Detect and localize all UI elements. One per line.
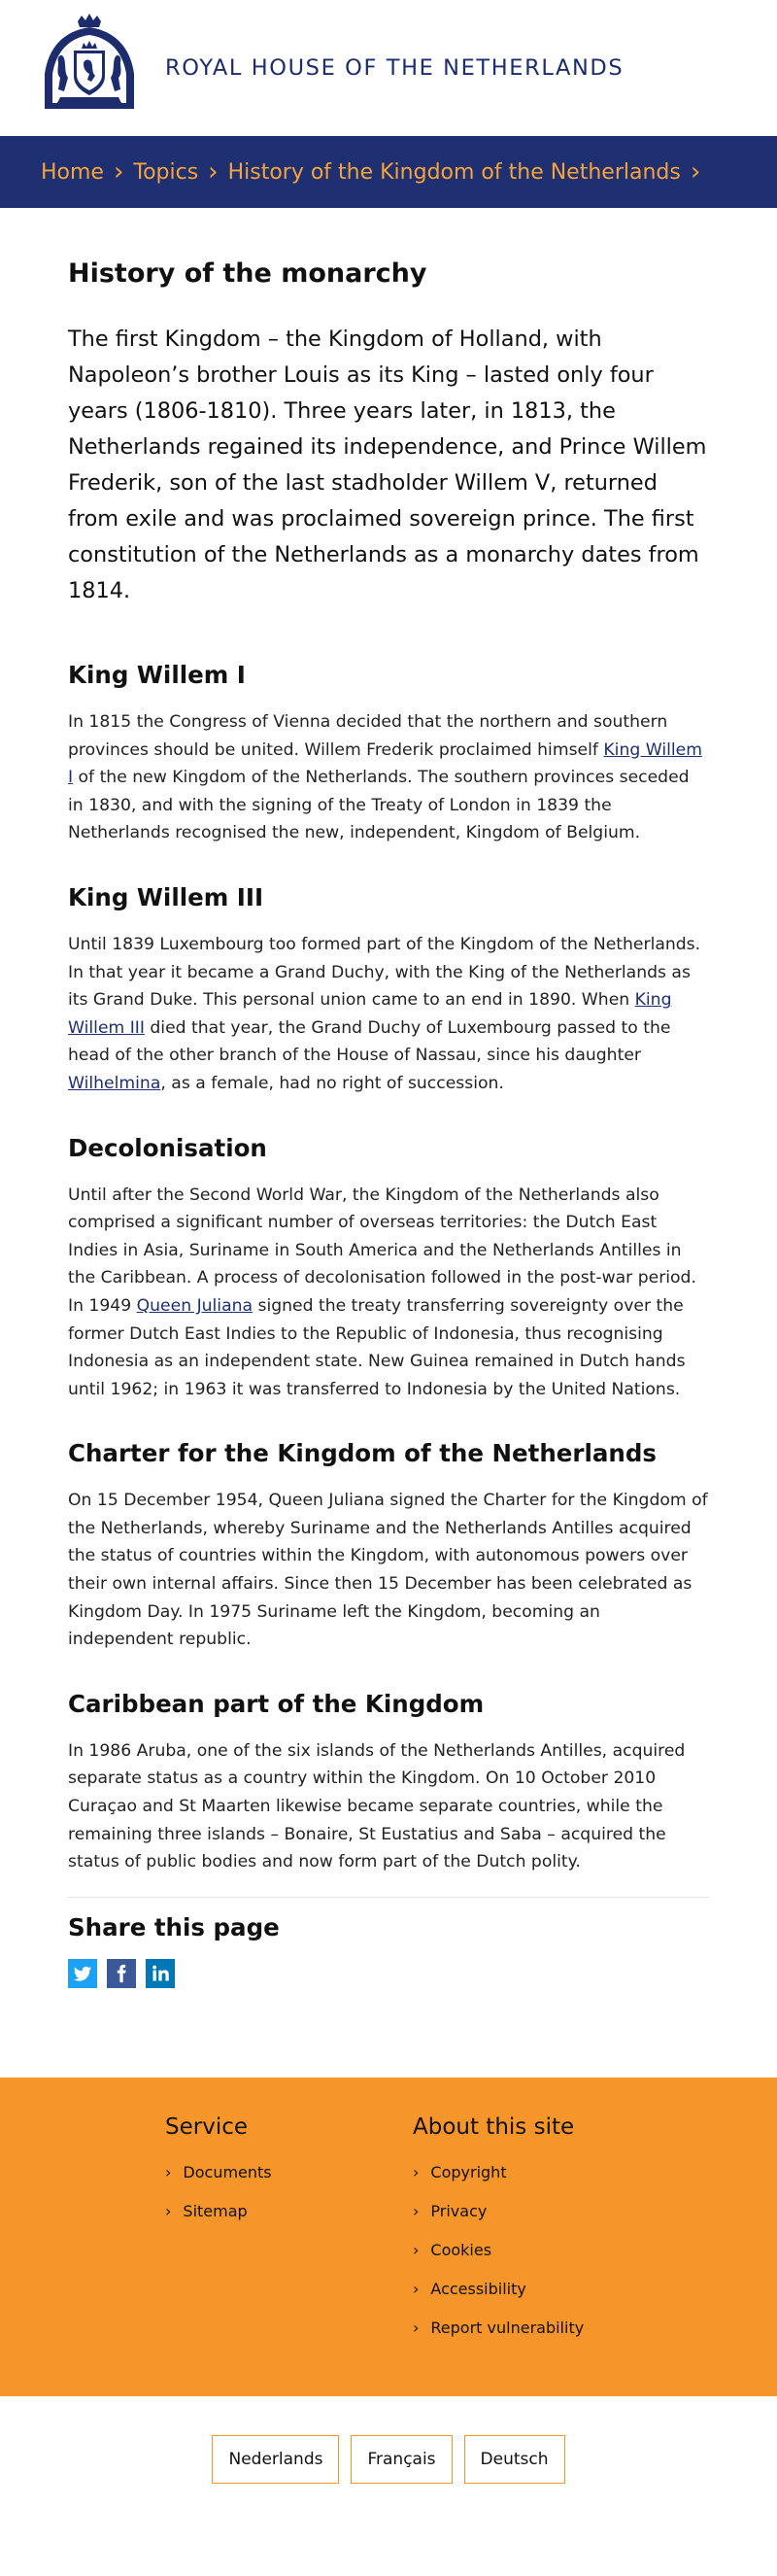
wilhelmina-link[interactable]: Wilhelmina [68, 1073, 161, 1093]
footer-link-cookies[interactable] [413, 2241, 660, 2280]
section-text: On 15 December 1954, Queen Juliana signed the Charter for the Kingdom of the Netherlands, whereby Suriname and the Netherlands Antilles acquired the status of countries within the Kingdom, with autonomous powers over their own internal affairs. Since then 15 December has been celebrated as Kingdom Day. In 1975 Suriname left the Kingdom, becoming an independent republic. [68, 1491, 708, 1650]
footer-link-label: Documents [183, 2162, 272, 2181]
breadcrumb-current-link[interactable]: History of the Kingdom of the Netherlands [227, 159, 681, 185]
section-text [68, 708, 709, 847]
share-icons [68, 1959, 709, 1988]
twitter-icon[interactable] [68, 1959, 97, 1988]
site-header [0, 0, 777, 136]
chevron-right-icon: › [113, 157, 124, 187]
text-fragment: died that year, the Grand Duchy of Luxembourg passed to the head of the other branch of the House of Nassau, since his daughter [68, 1017, 671, 1066]
section-text [68, 1182, 709, 1404]
page-title: History of the monarchy [68, 258, 427, 289]
chevron-right-icon: › [413, 2279, 420, 2298]
footer-about-title: About this site [413, 2113, 575, 2140]
language-button-nederlands[interactable]: Nederlands [212, 2435, 339, 2484]
text-fragment: Until after the Second World War, the Kingdom of the Netherlands also comprised a significant number of overseas territories: the Dutch East Indies in Asia, Suriname in South America and the Netherlands Antilles in the Caribbean. A process of decolonisation followed in the post-war period. In 1949 [68, 1185, 696, 1316]
section-king-willem-i [68, 661, 709, 847]
footer-link-label: Cookies [430, 2240, 492, 2259]
chevron-right-icon: › [208, 157, 219, 187]
chevron-right-icon: › [413, 2201, 420, 2220]
section-charter [68, 1439, 709, 1654]
chevron-right-icon: › [690, 157, 701, 187]
main-content [0, 208, 777, 1988]
chevron-right-icon: › [413, 2318, 420, 2337]
share-block [68, 1913, 709, 1988]
section-heading: King Willem III [68, 882, 264, 911]
footer-link-accessibility[interactable] [413, 2280, 660, 2318]
language-button-francais[interactable]: Français [351, 2435, 452, 2484]
king-willem-i-link[interactable]: King Willem I [68, 739, 702, 788]
footer-link-privacy[interactable] [413, 2202, 660, 2241]
section-decolonisation [68, 1134, 709, 1404]
chevron-right-icon: › [413, 2240, 420, 2259]
footer-link-report-vulnerability[interactable] [413, 2318, 660, 2357]
section-caribbean [68, 1690, 709, 1876]
footer-link-label: Privacy [430, 2201, 488, 2220]
chevron-right-icon: › [165, 2201, 172, 2220]
language-switcher [0, 2396, 777, 2532]
text-fragment: , as a female, had no right of succession. [160, 1073, 504, 1093]
text-fragment: signed the treaty transferring sovereignty over the former Dutch East Indies to the Republic of Indonesia, thus recognising Indonesia as an independent state. New Guinea remained in Dutch hands until 1962; in 1963 it was transferred to Indonesia by the United Nations. [68, 1295, 686, 1399]
divider [68, 1897, 709, 1898]
footer-link-label: Report vulnerability [430, 2318, 585, 2337]
section-text [68, 931, 709, 1098]
section-heading: King Willem I [68, 661, 246, 689]
footer [0, 2078, 777, 2396]
language-button-deutsch[interactable]: Deutsch [464, 2435, 565, 2484]
footer-link-label: Sitemap [183, 2201, 248, 2220]
footer-link-label: Accessibility [430, 2279, 526, 2298]
text-fragment: Until 1839 Luxembourg too formed part of the Kingdom of the Netherlands. In that year it became a Grand Duchy, with the King of the Netherlands as its Grand Duke. This personal union came to an end in 1890. When [68, 934, 701, 1011]
footer-link-copyright[interactable] [413, 2163, 660, 2202]
footer-link-sitemap[interactable] [165, 2202, 413, 2241]
footer-link-documents[interactable] [165, 2163, 413, 2202]
footer-about-column [413, 2114, 660, 2396]
section-heading: Caribbean part of the Kingdom [68, 1689, 485, 1718]
intro-paragraph: The first Kingdom – the Kingdom of Holland, with Napoleon’s brother Louis as its King – lasted only four years (1806-1810). Three years later, in 1813, the Netherlands regained its independence, and Prince Willem Frederik, son of the last stadholder Willem V, returned from exile and was proclaimed sovereign prince. The first constitution of the Netherlands as a monarchy dates from 1814. [68, 326, 707, 603]
share-title: Share this page [68, 1912, 280, 1941]
section-king-willem-iii [68, 883, 709, 1098]
breadcrumb [0, 136, 777, 208]
chevron-right-icon: › [413, 2162, 420, 2181]
footer-service-column [165, 2114, 413, 2396]
site-title[interactable]: ROYAL HOUSE OF THE NETHERLANDS [165, 55, 625, 81]
king-willem-iii-link[interactable]: King Willem III [68, 990, 672, 1038]
text-fragment: In 1815 the Congress of Vienna decided that the northern and southern provinces should be united. Willem Frederik proclaimed himself [68, 712, 668, 760]
section-text: In 1986 Aruba, one of the six islands of the Netherlands Antilles, acquired separate status as a country within the Kingdom. On 10 October 2010 Curaçao and St Maarten likewise became separate countries, while the remaining three islands – Bonaire, St Eustatius and Saba – acquired the status of public bodies and now form part of the Dutch polity. [68, 1740, 686, 1872]
section-heading: Decolonisation [68, 1133, 267, 1162]
breadcrumb-topics-link[interactable]: Topics [133, 159, 199, 185]
facebook-icon[interactable] [107, 1959, 136, 1988]
queen-juliana-link[interactable]: Queen Juliana [136, 1295, 253, 1316]
footer-service-title: Service [165, 2113, 249, 2140]
footer-link-label: Copyright [430, 2162, 507, 2181]
text-fragment: of the new Kingdom of the Netherlands. The southern provinces seceded in 1830, and with the signing of the Treaty of London in 1839 the Netherlands recognised the new, independent, Kingdom of Belgium. [68, 768, 690, 843]
royal-coat-of-arms-logo[interactable] [35, 14, 144, 122]
chevron-right-icon: › [165, 2162, 172, 2181]
breadcrumb-home-link[interactable]: Home [41, 159, 104, 185]
linkedin-icon[interactable] [146, 1959, 175, 1988]
section-heading: Charter for the Kingdom of the Netherlands [68, 1439, 657, 1468]
